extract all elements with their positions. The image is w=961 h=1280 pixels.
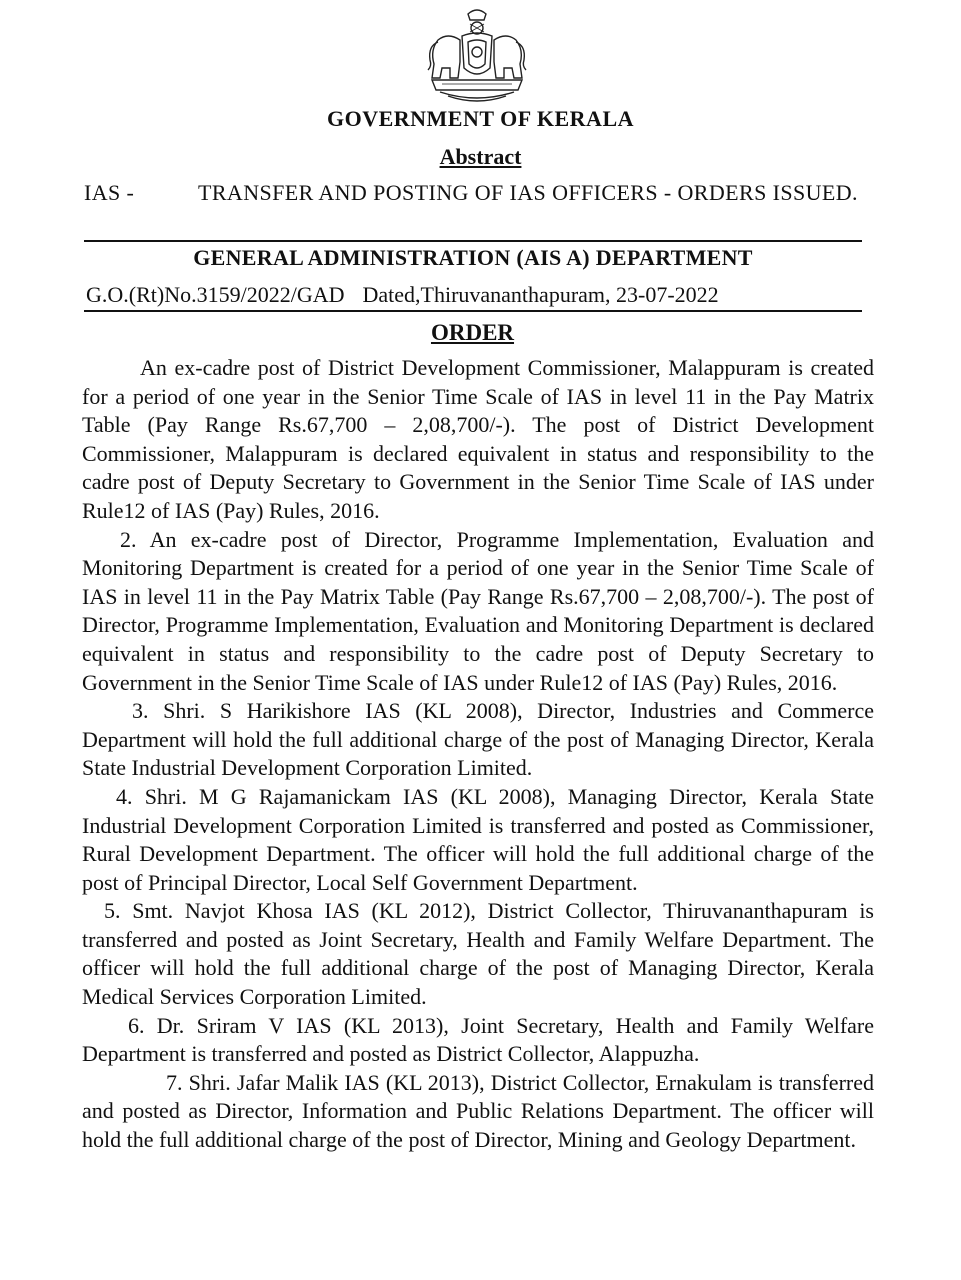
divider-top [84,240,862,242]
subject-prefix: IAS - [84,180,135,205]
go-reference-line [86,282,866,308]
order-paragraph-6: 6. Dr. Sriram V IAS (KL 2013), Joint Secretary, Health and Family Welfare Department is transferred and posted as District Collector, Alappuzha. [82,1012,874,1067]
subject-line [84,178,858,207]
order-paragraph-2: 2. An ex-cadre post of Director, Programme Implementation, Evaluation and Monitoring Department is created for a period of one year in the Senior Time Scale of IAS in level 11 in the Pay Matrix Table (Pay Range Rs.67,700 – 2,08,700/-). The post of Director, Programme Implementation, Evaluation and Monitoring Department is declared equivalent in status and responsibility to the cadre post of Deputy Secretary to Government in the Senior Time Scale of IAS under Rule12 of IAS (Pay) Rules, 2016. [82,526,874,695]
divider-bottom [84,310,862,312]
order-body [82,354,874,1155]
go-date: Dated,Thiruvananthapuram, 23-07-2022 [362,282,719,307]
department-title: GENERAL ADMINISTRATION (AIS A) DEPARTMENT [193,245,753,270]
order-paragraph-5: 5. Smt. Navjot Khosa IAS (KL 2012), District Collector, Thiruvananthapuram is transferred and posted as Joint Secretary, Health and Family Welfare Department. The officer will hold the full additional charge of the post of Managing Director, Kerala Medical Services Corporation Limited. [82,898,874,1010]
go-number: G.O.(Rt)No.3159/2022/GAD [86,282,345,307]
order-paragraph-1: An ex-cadre post of District Development Commissioner, Malappuram is created for a period of one year in the Senior Time Scale of IAS in level 11 in the Pay Matrix Table (Pay Range Rs.67,700 – 2,08,700/-). The post of District Development Commissioner, Malappuram is declared equivalent in status and responsibility to the cadre post of Deputy Secretary to Government in the Senior Time Scale of IAS under Rule12 of IAS (Pay) Rules, 2016. [82,355,874,523]
kerala-emblem-icon [418,6,536,110]
subject-text: TRANSFER AND POSTING OF IAS OFFICERS - ORDERS ISSUED. [198,180,858,205]
government-title: GOVERNMENT OF KERALA [326,106,635,131]
order-paragraph-3: 3. Shri. S Harikishore IAS (KL 2008), Director, Industries and Commerce Department will hold the full additional charge of the post of Managing Director, Kerala State Industrial Development Corporation Limited. [82,698,874,781]
order-heading: ORDER [430,320,515,345]
order-paragraph-4: 4. Shri. M G Rajamanickam IAS (KL 2008), Managing Director, Kerala State Industrial Development Corporation Limited is transferred and posted as Commissioner, Rural Development Department. The officer will hold the full additional charge of the post of Principal Director, Local Self Government Department. [82,783,874,895]
order-paragraph-7: 7. Shri. Jafar Malik IAS (KL 2013), District Collector, Ernakulam is transferred and posted as Director, Information and Public Relations Department. The officer will hold the full additional charge of the post of Director, Mining and Geology Department. [82,1069,874,1153]
abstract-heading: Abstract [439,144,522,169]
